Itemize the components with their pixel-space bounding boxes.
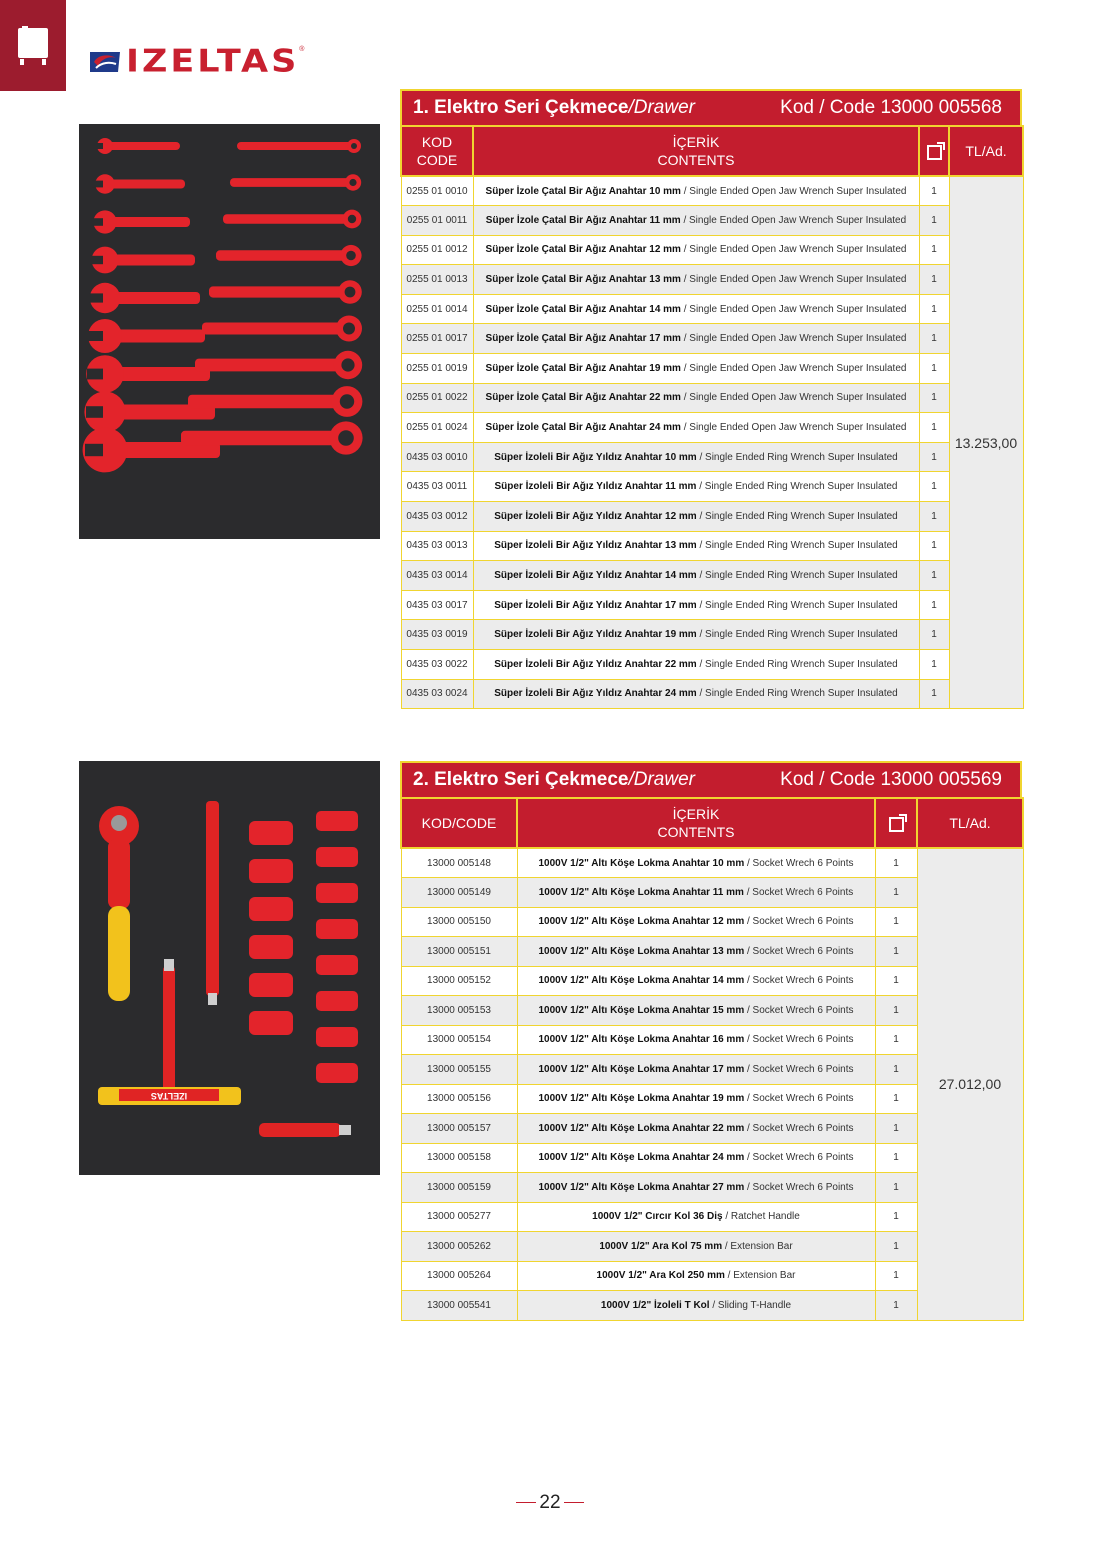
table-row: [401, 354, 1023, 384]
item-code: 0255 01 0012: [401, 235, 473, 265]
open-jaw-wrench: [86, 355, 210, 393]
item-description: 1000V 1/2" Altı Köşe Lokma Anahtar 10 mm / Socket Wrech 6 Points: [517, 848, 875, 878]
open-jaw-wrench: [93, 138, 180, 154]
table-row: [401, 206, 1023, 236]
drawer-1-section: [400, 89, 1022, 709]
item-description: 1000V 1/2" Altı Köşe Lokma Anahtar 24 mm / Socket Wrech 6 Points: [517, 1143, 875, 1173]
item-quantity: 1: [919, 531, 949, 561]
item-description: Süper İzoleli Bir Ağız Yıldız Anahtar 17 mm / Single Ended Ring Wrench Super Insulated: [473, 590, 919, 620]
socket: [316, 1063, 358, 1083]
brand-registered-mark: ®: [299, 46, 305, 53]
item-description: 1000V 1/2" Altı Köşe Lokma Anahtar 11 mm / Socket Wrech 6 Points: [517, 878, 875, 908]
brand-logo: [88, 44, 304, 80]
socket: [316, 955, 358, 975]
item-quantity: 1: [919, 502, 949, 532]
brand-emblem-icon: [88, 48, 122, 76]
item-code: 0255 01 0014: [401, 294, 473, 324]
item-quantity: 1: [919, 413, 949, 443]
item-quantity: 1: [919, 354, 949, 384]
item-quantity: 1: [875, 1055, 917, 1085]
table-row: [401, 561, 1023, 591]
item-code: 0255 01 0013: [401, 265, 473, 295]
item-code: 13000 005148: [401, 848, 517, 878]
item-quantity: 1: [919, 265, 949, 295]
item-description: 1000V 1/2" Altı Köşe Lokma Anahtar 19 mm / Socket Wrech 6 Points: [517, 1084, 875, 1114]
open-jaw-wrench: [89, 283, 200, 313]
item-quantity: 1: [919, 294, 949, 324]
item-quantity: 1: [875, 937, 917, 967]
item-description: Süper İzole Çatal Bir Ağız Anahtar 17 mm / Single Ended Open Jaw Wrench Super Insulated: [473, 324, 919, 354]
item-quantity: 1: [919, 176, 949, 206]
item-description: 1000V 1/2" Altı Köşe Lokma Anahtar 27 mm / Socket Wrech 6 Points: [517, 1173, 875, 1203]
extension-bar-250: [206, 801, 219, 1005]
item-description: Süper İzoleli Bir Ağız Yıldız Anahtar 10 mm / Single Ended Ring Wrench Super Insulated: [473, 442, 919, 472]
table-row: [401, 235, 1023, 265]
socket: [249, 1011, 293, 1035]
item-quantity: 1: [875, 1232, 917, 1262]
item-description: Süper İzole Çatal Bir Ağız Anahtar 12 mm / Single Ended Open Jaw Wrench Super Insulated: [473, 235, 919, 265]
drawer-1-title: 1. Elektro Seri Çekmece/Drawer: [413, 97, 695, 118]
table-row: [401, 679, 1023, 709]
item-quantity: 1: [919, 590, 949, 620]
item-description: Süper İzoleli Bir Ağız Yıldız Anahtar 13 mm / Single Ended Ring Wrench Super Insulated: [473, 531, 919, 561]
drawer-price: 13.253,00: [949, 176, 1023, 709]
item-code: 0255 01 0024: [401, 413, 473, 443]
item-code: 0255 01 0011: [401, 206, 473, 236]
item-quantity: 1: [875, 1261, 917, 1291]
socket: [249, 821, 293, 845]
brand-name: IZELTAS: [126, 44, 300, 80]
t-handle-brand-label: IZELTAS: [150, 1091, 188, 1101]
item-code: 0435 03 0017: [401, 590, 473, 620]
table-row: [401, 502, 1023, 532]
header-contents: İÇERİK CONTENTS: [473, 126, 919, 176]
item-code: 0435 03 0024: [401, 679, 473, 709]
item-code: 13000 005150: [401, 907, 517, 937]
item-quantity: 1: [875, 1202, 917, 1232]
socket: [316, 811, 358, 831]
chapter-tab: [0, 0, 66, 91]
item-quantity: 1: [919, 383, 949, 413]
item-description: 1000V 1/2" Ara Kol 75 mm / Extension Bar: [517, 1232, 875, 1262]
header-contents: İÇERİK CONTENTS: [517, 798, 875, 848]
ring-wrench: [209, 280, 362, 304]
item-code: 0435 03 0012: [401, 502, 473, 532]
box-icon: [927, 145, 942, 160]
item-code: 13000 005152: [401, 966, 517, 996]
socket: [316, 847, 358, 867]
item-description: 1000V 1/2" Cırcır Kol 36 Diş / Ratchet Handle: [517, 1202, 875, 1232]
item-code: 0255 01 0010: [401, 176, 473, 206]
drawer-price: 27.012,00: [917, 848, 1023, 1320]
header-price: TL/Ad.: [917, 798, 1023, 848]
drawer-1-table: [400, 125, 1024, 709]
item-description: Süper İzole Çatal Bir Ağız Anahtar 14 mm / Single Ended Open Jaw Wrench Super Insulated: [473, 294, 919, 324]
item-description: Süper İzoleli Bir Ağız Yıldız Anahtar 12 mm / Single Ended Ring Wrench Super Insulated: [473, 502, 919, 532]
item-quantity: 1: [875, 1143, 917, 1173]
item-quantity: 1: [919, 206, 949, 236]
drawer-1-rows: [401, 176, 1023, 709]
item-description: 1000V 1/2" Altı Köşe Lokma Anahtar 16 mm / Socket Wrech 6 Points: [517, 1025, 875, 1055]
item-code: 13000 005156: [401, 1084, 517, 1114]
item-description: Süper İzoleli Bir Ağız Yıldız Anahtar 22 mm / Single Ended Ring Wrench Super Insulated: [473, 650, 919, 680]
item-description: 1000V 1/2" Altı Köşe Lokma Anahtar 17 mm / Socket Wrech 6 Points: [517, 1055, 875, 1085]
item-description: Süper İzole Çatal Bir Ağız Anahtar 11 mm / Single Ended Open Jaw Wrench Super Insulated: [473, 206, 919, 236]
item-code: 0435 03 0022: [401, 650, 473, 680]
open-jaw-wrench: [88, 319, 205, 353]
item-code: 0435 03 0014: [401, 561, 473, 591]
item-quantity: 1: [919, 679, 949, 709]
item-quantity: 1: [875, 878, 917, 908]
item-code: 13000 005158: [401, 1143, 517, 1173]
item-quantity: 1: [875, 966, 917, 996]
table-row: [401, 294, 1023, 324]
item-code: 13000 005541: [401, 1291, 517, 1321]
item-code: 13000 005149: [401, 878, 517, 908]
item-quantity: 1: [875, 1114, 917, 1144]
drawer-1-photo: [79, 124, 380, 539]
item-description: Süper İzole Çatal Bir Ağız Anahtar 22 mm / Single Ended Open Jaw Wrench Super Insulated: [473, 383, 919, 413]
extension-bar-75: [259, 1123, 351, 1137]
item-code: 0435 03 0013: [401, 531, 473, 561]
item-code: 0435 03 0011: [401, 472, 473, 502]
item-quantity: 1: [919, 235, 949, 265]
item-quantity: 1: [875, 1084, 917, 1114]
ring-wrench: [237, 139, 361, 153]
item-description: 1000V 1/2" İzoleli T Kol / Sliding T-Handle: [517, 1291, 875, 1321]
drawer-2-title: 2. Elektro Seri Çekmece/Drawer: [413, 769, 695, 790]
item-description: Süper İzole Çatal Bir Ağız Anahtar 13 mm / Single Ended Open Jaw Wrench Super Insulated: [473, 265, 919, 295]
item-code: 13000 005154: [401, 1025, 517, 1055]
header-quantity: [875, 798, 917, 848]
item-quantity: 1: [875, 1173, 917, 1203]
drawer-1-code: Kod / Code 13000 005568: [780, 97, 1002, 118]
drawer-2-code: Kod / Code 13000 005569: [780, 769, 1002, 790]
item-code: 13000 005264: [401, 1261, 517, 1291]
socket: [316, 1027, 358, 1047]
item-quantity: 1: [875, 1025, 917, 1055]
table-row: [401, 472, 1023, 502]
header-quantity: [919, 126, 949, 176]
item-quantity: 1: [919, 442, 949, 472]
ring-wrench: [230, 174, 361, 190]
item-quantity: 1: [875, 996, 917, 1026]
ring-wrench: [223, 210, 361, 229]
item-code: 13000 005277: [401, 1202, 517, 1232]
item-quantity: 1: [875, 848, 917, 878]
table-row: [401, 848, 1023, 878]
item-description: 1000V 1/2" Altı Köşe Lokma Anahtar 13 mm / Socket Wrech 6 Points: [517, 937, 875, 967]
drawer-2-section: [400, 761, 1022, 1321]
header-code: KOD CODE: [401, 126, 473, 176]
item-description: Süper İzoleli Bir Ağız Yıldız Anahtar 11 mm / Single Ended Ring Wrench Super Insulated: [473, 472, 919, 502]
drawer-2-rows: [401, 848, 1023, 1320]
table-row: [401, 590, 1023, 620]
item-quantity: 1: [919, 561, 949, 591]
item-quantity: 1: [919, 650, 949, 680]
open-jaw-wrench: [91, 210, 190, 233]
table-row: [401, 324, 1023, 354]
socket-set: [249, 811, 358, 1083]
socket: [316, 883, 358, 903]
item-quantity: 1: [919, 620, 949, 650]
item-description: Süper İzole Çatal Bir Ağız Anahtar 24 mm / Single Ended Open Jaw Wrench Super Insulated: [473, 413, 919, 443]
socket: [316, 991, 358, 1011]
drawer-2-table: [400, 797, 1024, 1321]
table-row: [401, 383, 1023, 413]
item-quantity: 1: [875, 907, 917, 937]
page-number: 22: [0, 1492, 1100, 1514]
table-row: [401, 531, 1023, 561]
ring-wrench: [216, 245, 362, 266]
item-description: Süper İzoleli Bir Ağız Yıldız Anahtar 14 mm / Single Ended Ring Wrench Super Insulated: [473, 561, 919, 591]
open-jaw-wrench: [92, 174, 185, 194]
open-jaw-wrench: [90, 247, 195, 274]
item-quantity: 1: [875, 1291, 917, 1321]
item-description: Süper İzole Çatal Bir Ağız Anahtar 19 mm / Single Ended Open Jaw Wrench Super Insulated: [473, 354, 919, 384]
table-row: [401, 620, 1023, 650]
table-row: [401, 413, 1023, 443]
item-description: 1000V 1/2" Altı Köşe Lokma Anahtar 15 mm / Socket Wrech 6 Points: [517, 996, 875, 1026]
item-code: 0255 01 0017: [401, 324, 473, 354]
ratchet-handle: [99, 806, 139, 1001]
drawer-1-title-bar: [400, 89, 1022, 125]
item-description: Süper İzoleli Bir Ağız Yıldız Anahtar 24 mm / Single Ended Ring Wrench Super Insulated: [473, 679, 919, 709]
socket: [316, 919, 358, 939]
table-row: [401, 265, 1023, 295]
header-code: KOD/CODE: [401, 798, 517, 848]
item-description: Süper İzole Çatal Bir Ağız Anahtar 10 mm / Single Ended Open Jaw Wrench Super Insulated: [473, 176, 919, 206]
header-price: TL/Ad.: [949, 126, 1023, 176]
item-code: 13000 005159: [401, 1173, 517, 1203]
item-code: 13000 005153: [401, 996, 517, 1026]
item-code: 0435 03 0019: [401, 620, 473, 650]
socket: [249, 859, 293, 883]
drawer-2-photo: [79, 761, 380, 1175]
item-description: 1000V 1/2" Altı Köşe Lokma Anahtar 14 mm / Socket Wrech 6 Points: [517, 966, 875, 996]
item-code: 13000 005157: [401, 1114, 517, 1144]
item-code: 0435 03 0010: [401, 442, 473, 472]
table-row: [401, 650, 1023, 680]
tool-cabinet-icon: [16, 26, 50, 66]
item-description: 1000V 1/2" Altı Köşe Lokma Anahtar 22 mm / Socket Wrech 6 Points: [517, 1114, 875, 1144]
socket: [249, 897, 293, 921]
ring-wrench: [202, 316, 362, 342]
item-code: 0255 01 0022: [401, 383, 473, 413]
ring-wrench: [195, 351, 362, 379]
item-quantity: 1: [919, 324, 949, 354]
box-icon: [889, 817, 904, 832]
item-code: 13000 005155: [401, 1055, 517, 1085]
item-code: 13000 005151: [401, 937, 517, 967]
item-description: 1000V 1/2" Ara Kol 250 mm / Extension Bar: [517, 1261, 875, 1291]
table-row: [401, 442, 1023, 472]
item-code: 0255 01 0019: [401, 354, 473, 384]
drawer-2-title-bar: [400, 761, 1022, 797]
item-code: 13000 005262: [401, 1232, 517, 1262]
socket: [249, 973, 293, 997]
table-row: [401, 176, 1023, 206]
socket: [249, 935, 293, 959]
item-description: 1000V 1/2" Altı Köşe Lokma Anahtar 12 mm / Socket Wrech 6 Points: [517, 907, 875, 937]
item-quantity: 1: [919, 472, 949, 502]
item-description: Süper İzoleli Bir Ağız Yıldız Anahtar 19 mm / Single Ended Ring Wrench Super Insulated: [473, 620, 919, 650]
